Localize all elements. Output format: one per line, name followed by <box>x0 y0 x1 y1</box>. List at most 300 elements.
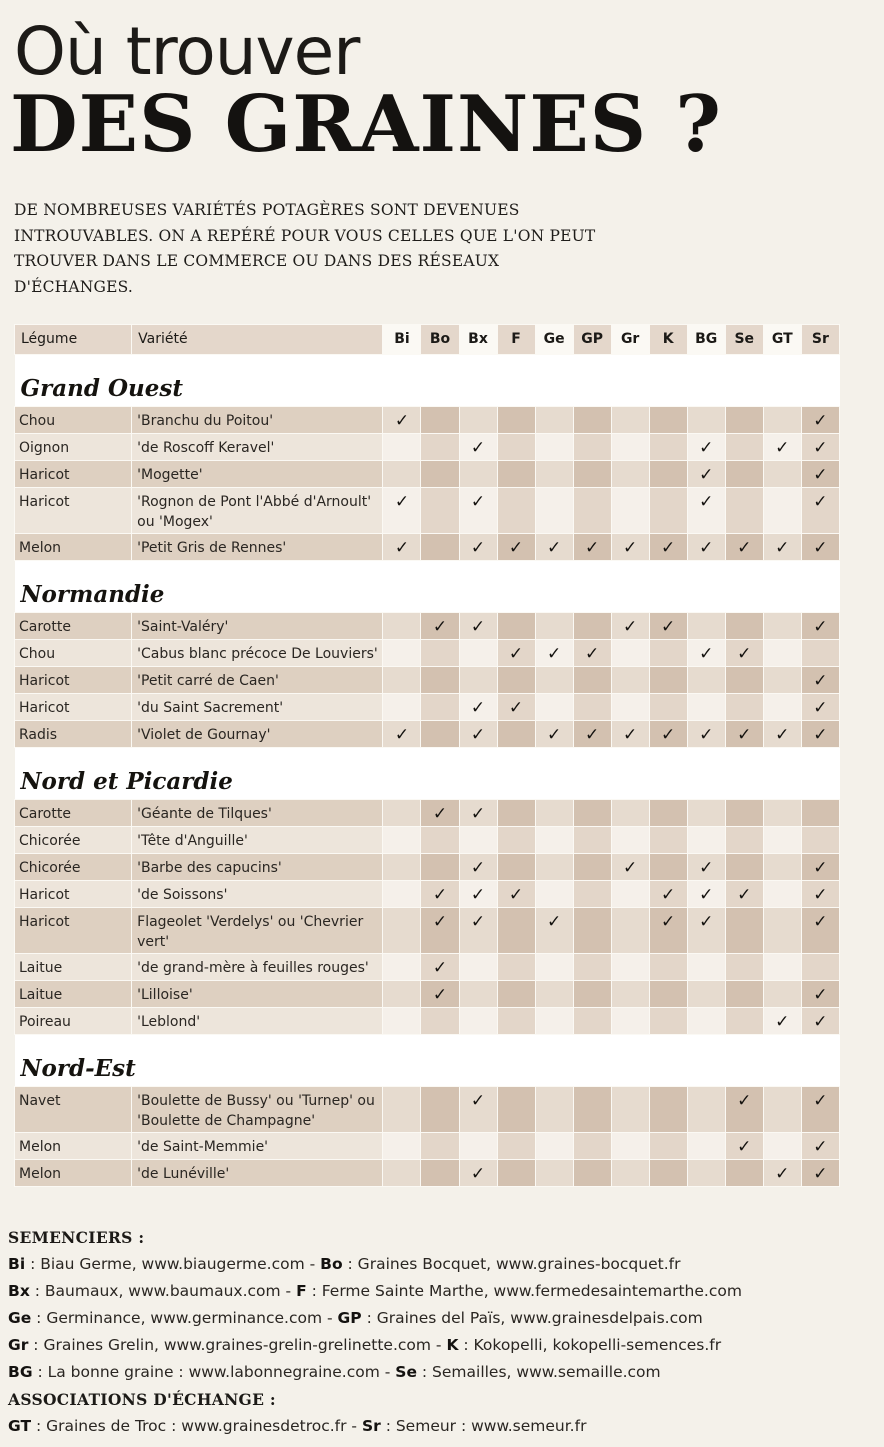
cell-ge <box>535 1133 573 1160</box>
cell-legume: Carotte <box>15 800 132 827</box>
cell-f <box>497 1087 535 1133</box>
column-header-sr: Sr <box>801 325 839 355</box>
legend-description: : Semailles, www.semaille.com <box>416 1363 661 1381</box>
cell-bi <box>383 954 421 981</box>
legend-code: Sr <box>361 1417 381 1435</box>
cell-ge <box>535 667 573 694</box>
legend-code: Bi <box>8 1255 26 1273</box>
cell-gr <box>611 407 649 434</box>
cell-ge: ✓ <box>535 534 573 561</box>
cell-bx <box>459 981 497 1008</box>
legend-code: Se <box>395 1363 417 1381</box>
cell-se <box>725 908 763 954</box>
column-header-bg: BG <box>687 325 725 355</box>
cell-k <box>649 954 687 981</box>
cell-legume: Chicorée <box>15 854 132 881</box>
cell-legume: Melon <box>15 1133 132 1160</box>
cell-gp <box>573 694 611 721</box>
cell-se <box>725 827 763 854</box>
cell-f: ✓ <box>497 694 535 721</box>
cell-sr: ✓ <box>801 854 839 881</box>
cell-legume: Haricot <box>15 667 132 694</box>
cell-legume: Haricot <box>15 694 132 721</box>
column-header-bx: Bx <box>459 325 497 355</box>
legend-line <box>8 1305 868 1332</box>
cell-ge <box>535 1160 573 1187</box>
cell-bg: ✓ <box>687 908 725 954</box>
region-row <box>15 355 840 407</box>
cell-gr <box>611 434 649 461</box>
table-row <box>15 1008 840 1035</box>
cell-ge: ✓ <box>535 640 573 667</box>
cell-bg: ✓ <box>687 721 725 748</box>
cell-sr: ✓ <box>801 461 839 488</box>
cell-legume: Melon <box>15 534 132 561</box>
legend-code: BG <box>8 1363 33 1381</box>
cell-bi: ✓ <box>383 407 421 434</box>
cell-k <box>649 694 687 721</box>
cell-bx: ✓ <box>459 534 497 561</box>
cell-bi <box>383 881 421 908</box>
column-header-legume: Légume <box>15 325 132 355</box>
cell-gt: ✓ <box>763 1160 801 1187</box>
cell-legume: Laitue <box>15 954 132 981</box>
table-row <box>15 1087 840 1133</box>
cell-gt: ✓ <box>763 1008 801 1035</box>
cell-gr <box>611 981 649 1008</box>
cell-bx: ✓ <box>459 908 497 954</box>
cell-gt <box>763 1087 801 1133</box>
cell-sr: ✓ <box>801 981 839 1008</box>
cell-variete: 'Mogette' <box>132 461 383 488</box>
table-row <box>15 981 840 1008</box>
cell-bi: ✓ <box>383 488 421 534</box>
cell-bo <box>421 461 459 488</box>
legend-description: : Graines Bocquet, www.graines-bocquet.fr <box>342 1255 681 1273</box>
cell-bx <box>459 461 497 488</box>
cell-bx: ✓ <box>459 854 497 881</box>
cell-se <box>725 667 763 694</box>
cell-se: ✓ <box>725 534 763 561</box>
cell-gr <box>611 461 649 488</box>
cell-k <box>649 667 687 694</box>
cell-legume: Chou <box>15 640 132 667</box>
cell-f <box>497 1160 535 1187</box>
cell-bg <box>687 407 725 434</box>
cell-gr <box>611 827 649 854</box>
cell-gt <box>763 1133 801 1160</box>
title-line-2: DES GRAINES ? <box>10 79 722 170</box>
cell-bg: ✓ <box>687 488 725 534</box>
cell-bx: ✓ <box>459 694 497 721</box>
cell-gr <box>611 488 649 534</box>
cell-f <box>497 854 535 881</box>
cell-bi <box>383 613 421 640</box>
cell-k: ✓ <box>649 534 687 561</box>
legend-line <box>8 1413 868 1440</box>
legend-code: Ge <box>8 1309 32 1327</box>
cell-k <box>649 1008 687 1035</box>
cell-bx: ✓ <box>459 613 497 640</box>
cell-f <box>497 800 535 827</box>
table-row <box>15 640 840 667</box>
cell-se <box>725 434 763 461</box>
table-row <box>15 434 840 461</box>
cell-sr: ✓ <box>801 534 839 561</box>
legend-description: : Ferme Sainte Marthe, www.fermedesaintemarthe.com <box>306 1282 742 1300</box>
cell-variete: 'Violet de Gournay' <box>132 721 383 748</box>
cell-bo <box>421 1008 459 1035</box>
cell-legume: Melon <box>15 1160 132 1187</box>
cell-se <box>725 613 763 640</box>
cell-gt: ✓ <box>763 534 801 561</box>
cell-sr: ✓ <box>801 1133 839 1160</box>
cell-f <box>497 827 535 854</box>
cell-variete: 'Géante de Tilques' <box>132 800 383 827</box>
cell-variete: Flageolet 'Verdelys' ou 'Chevrier vert' <box>132 908 383 954</box>
legend-code: GT <box>8 1417 32 1435</box>
cell-bo: ✓ <box>421 981 459 1008</box>
cell-legume: Haricot <box>15 881 132 908</box>
cell-se <box>725 1160 763 1187</box>
legend-description: : Semeur : www.semeur.fr <box>380 1417 587 1435</box>
legend-description: : Graines de Troc : www.grainesdetroc.fr - <box>31 1417 362 1435</box>
cell-bi: ✓ <box>383 721 421 748</box>
region-row <box>15 1035 840 1087</box>
cell-sr: ✓ <box>801 1008 839 1035</box>
cell-bg: ✓ <box>687 434 725 461</box>
cell-bx <box>459 667 497 694</box>
cell-sr: ✓ <box>801 908 839 954</box>
table-row <box>15 954 840 981</box>
cell-bo <box>421 534 459 561</box>
column-header-gp: GP <box>573 325 611 355</box>
cell-gp <box>573 1008 611 1035</box>
cell-gp <box>573 981 611 1008</box>
cell-ge <box>535 1008 573 1035</box>
cell-k <box>649 1133 687 1160</box>
cell-bg: ✓ <box>687 854 725 881</box>
cell-bi: ✓ <box>383 534 421 561</box>
cell-bi <box>383 1133 421 1160</box>
cell-variete: 'Boulette de Bussy' ou 'Turnep' ou 'Boulette de Champagne' <box>132 1087 383 1133</box>
table-row <box>15 407 840 434</box>
cell-bg <box>687 1087 725 1133</box>
cell-f <box>497 613 535 640</box>
cell-gp: ✓ <box>573 534 611 561</box>
cell-gp <box>573 908 611 954</box>
cell-legume: Chicorée <box>15 827 132 854</box>
legend-associations-list <box>8 1413 868 1440</box>
cell-sr: ✓ <box>801 694 839 721</box>
cell-k: ✓ <box>649 881 687 908</box>
cell-gp: ✓ <box>573 721 611 748</box>
cell-bo <box>421 667 459 694</box>
cell-gp <box>573 488 611 534</box>
cell-bx <box>459 1008 497 1035</box>
cell-bx <box>459 640 497 667</box>
cell-bo <box>421 434 459 461</box>
table-row <box>15 827 840 854</box>
cell-ge: ✓ <box>535 721 573 748</box>
cell-legume: Haricot <box>15 461 132 488</box>
cell-bo <box>421 1133 459 1160</box>
legend-code: GP <box>337 1309 362 1327</box>
cell-f <box>497 1133 535 1160</box>
cell-bg: ✓ <box>687 881 725 908</box>
cell-se: ✓ <box>725 881 763 908</box>
cell-bo <box>421 1087 459 1133</box>
cell-sr: ✓ <box>801 667 839 694</box>
cell-k <box>649 461 687 488</box>
region-row <box>15 748 840 800</box>
cell-gr: ✓ <box>611 854 649 881</box>
cell-f: ✓ <box>497 640 535 667</box>
table-row <box>15 721 840 748</box>
cell-gt <box>763 407 801 434</box>
cell-gp <box>573 854 611 881</box>
cell-ge <box>535 854 573 881</box>
cell-ge <box>535 461 573 488</box>
cell-gt <box>763 488 801 534</box>
cell-bx: ✓ <box>459 881 497 908</box>
cell-se: ✓ <box>725 1133 763 1160</box>
cell-bo <box>421 1160 459 1187</box>
cell-bi <box>383 461 421 488</box>
cell-ge <box>535 800 573 827</box>
legend-description: : Kokopelli, kokopelli-semences.fr <box>458 1336 722 1354</box>
cell-bg <box>687 1008 725 1035</box>
cell-k <box>649 800 687 827</box>
cell-variete: 'Tête d'Anguille' <box>132 827 383 854</box>
cell-bx: ✓ <box>459 800 497 827</box>
cell-sr: ✓ <box>801 881 839 908</box>
cell-f <box>497 981 535 1008</box>
legend-code: F <box>296 1282 307 1300</box>
cell-f <box>497 461 535 488</box>
cell-legume: Carotte <box>15 613 132 640</box>
cell-k: ✓ <box>649 613 687 640</box>
table-row <box>15 1133 840 1160</box>
cell-variete: 'de Roscoff Keravel' <box>132 434 383 461</box>
cell-bx: ✓ <box>459 434 497 461</box>
cell-gt: ✓ <box>763 434 801 461</box>
cell-gt <box>763 667 801 694</box>
cell-bx <box>459 407 497 434</box>
cell-ge <box>535 407 573 434</box>
legend-line <box>8 1332 868 1359</box>
cell-bg: ✓ <box>687 461 725 488</box>
table-row <box>15 488 840 534</box>
column-header-se: Se <box>725 325 763 355</box>
cell-bi <box>383 1087 421 1133</box>
cell-gr <box>611 1160 649 1187</box>
cell-bi <box>383 640 421 667</box>
cell-bi <box>383 694 421 721</box>
cell-f <box>497 1008 535 1035</box>
cell-bg <box>687 800 725 827</box>
cell-ge <box>535 434 573 461</box>
cell-gt <box>763 908 801 954</box>
cell-se <box>725 694 763 721</box>
cell-bo: ✓ <box>421 954 459 981</box>
legend-description: : Germinance, www.germinance.com - <box>31 1309 338 1327</box>
cell-gp <box>573 1087 611 1133</box>
cell-sr: ✓ <box>801 1160 839 1187</box>
cell-bo: ✓ <box>421 881 459 908</box>
column-header-gr: Gr <box>611 325 649 355</box>
cell-gr: ✓ <box>611 721 649 748</box>
legend <box>8 1224 868 1440</box>
legend-description: : Graines Grelin, www.graines-grelin-grelinette.com - <box>28 1336 447 1354</box>
legend-line <box>8 1359 868 1386</box>
cell-bx <box>459 827 497 854</box>
cell-bg: ✓ <box>687 534 725 561</box>
cell-variete: 'de Lunéville' <box>132 1160 383 1187</box>
cell-ge: ✓ <box>535 908 573 954</box>
cell-k <box>649 488 687 534</box>
cell-sr <box>801 954 839 981</box>
cell-variete: 'de Soissons' <box>132 881 383 908</box>
cell-k <box>649 981 687 1008</box>
cell-bi <box>383 800 421 827</box>
cell-bi <box>383 981 421 1008</box>
cell-gr <box>611 954 649 981</box>
cell-gr <box>611 694 649 721</box>
column-header-gt: GT <box>763 325 801 355</box>
cell-bg <box>687 1133 725 1160</box>
cell-bx: ✓ <box>459 1160 497 1187</box>
cell-legume: Chou <box>15 407 132 434</box>
legend-description: : Graines del Païs, www.grainesdelpais.com <box>361 1309 703 1327</box>
cell-ge <box>535 881 573 908</box>
cell-k <box>649 827 687 854</box>
cell-bo <box>421 721 459 748</box>
cell-se: ✓ <box>725 721 763 748</box>
cell-gp <box>573 954 611 981</box>
cell-bo: ✓ <box>421 800 459 827</box>
cell-variete: 'Petit carré de Caen' <box>132 667 383 694</box>
cell-se <box>725 488 763 534</box>
cell-k <box>649 434 687 461</box>
cell-se <box>725 954 763 981</box>
legend-semenciers-list <box>8 1251 868 1386</box>
seed-table <box>14 324 840 1187</box>
cell-se <box>725 854 763 881</box>
column-header-ge: Ge <box>535 325 573 355</box>
legend-line <box>8 1278 868 1305</box>
cell-legume: Haricot <box>15 488 132 534</box>
cell-ge <box>535 954 573 981</box>
table-row <box>15 613 840 640</box>
cell-f <box>497 434 535 461</box>
column-header-bo: Bo <box>421 325 459 355</box>
cell-bg <box>687 667 725 694</box>
legend-line <box>8 1251 868 1278</box>
cell-bo <box>421 854 459 881</box>
cell-k <box>649 854 687 881</box>
cell-se <box>725 1008 763 1035</box>
cell-legume: Haricot <box>15 908 132 954</box>
cell-ge <box>535 488 573 534</box>
cell-gp <box>573 1160 611 1187</box>
legend-semenciers-title: SEMENCIERS : <box>8 1228 145 1247</box>
cell-sr <box>801 640 839 667</box>
table-row <box>15 800 840 827</box>
cell-bi <box>383 1008 421 1035</box>
region-heading: Normandie <box>15 561 840 613</box>
cell-ge <box>535 1087 573 1133</box>
cell-bi <box>383 827 421 854</box>
legend-code: Bo <box>320 1255 343 1273</box>
cell-sr <box>801 800 839 827</box>
cell-gr <box>611 640 649 667</box>
table-row <box>15 534 840 561</box>
table-body <box>15 355 840 1187</box>
cell-gr <box>611 908 649 954</box>
cell-ge <box>535 613 573 640</box>
legend-description: : Biau Germe, www.biaugerme.com - <box>25 1255 321 1273</box>
cell-gt <box>763 854 801 881</box>
cell-sr: ✓ <box>801 434 839 461</box>
cell-variete: 'Cabus blanc précoce De Louviers' <box>132 640 383 667</box>
cell-gt <box>763 981 801 1008</box>
cell-variete: 'Branchu du Poitou' <box>132 407 383 434</box>
cell-gr: ✓ <box>611 534 649 561</box>
cell-bo: ✓ <box>421 908 459 954</box>
cell-k: ✓ <box>649 721 687 748</box>
cell-gp <box>573 613 611 640</box>
cell-f <box>497 407 535 434</box>
cell-ge <box>535 981 573 1008</box>
cell-variete: 'de Saint-Memmie' <box>132 1133 383 1160</box>
table-row <box>15 908 840 954</box>
cell-legume: Navet <box>15 1087 132 1133</box>
cell-f <box>497 488 535 534</box>
cell-bg: ✓ <box>687 640 725 667</box>
cell-bx: ✓ <box>459 488 497 534</box>
cell-gr <box>611 881 649 908</box>
cell-variete: 'Saint-Valéry' <box>132 613 383 640</box>
cell-bg <box>687 613 725 640</box>
cell-bg <box>687 827 725 854</box>
cell-bi <box>383 667 421 694</box>
cell-f: ✓ <box>497 534 535 561</box>
cell-f <box>497 908 535 954</box>
cell-bg <box>687 1160 725 1187</box>
legend-description: : La bonne graine : www.labonnegraine.com - <box>32 1363 396 1381</box>
cell-bg <box>687 694 725 721</box>
cell-gp: ✓ <box>573 640 611 667</box>
cell-gp <box>573 800 611 827</box>
cell-sr: ✓ <box>801 488 839 534</box>
cell-legume: Laitue <box>15 981 132 1008</box>
legend-code: Gr <box>8 1336 29 1354</box>
cell-bg <box>687 981 725 1008</box>
region-heading: Nord-Est <box>15 1035 840 1087</box>
cell-bo <box>421 827 459 854</box>
cell-sr: ✓ <box>801 407 839 434</box>
cell-gt <box>763 800 801 827</box>
cell-sr: ✓ <box>801 1087 839 1133</box>
cell-gt: ✓ <box>763 721 801 748</box>
cell-se <box>725 981 763 1008</box>
cell-bi <box>383 1160 421 1187</box>
cell-gp <box>573 667 611 694</box>
column-header-f: F <box>497 325 535 355</box>
cell-gp <box>573 407 611 434</box>
cell-variete: 'de grand-mère à feuilles rouges' <box>132 954 383 981</box>
